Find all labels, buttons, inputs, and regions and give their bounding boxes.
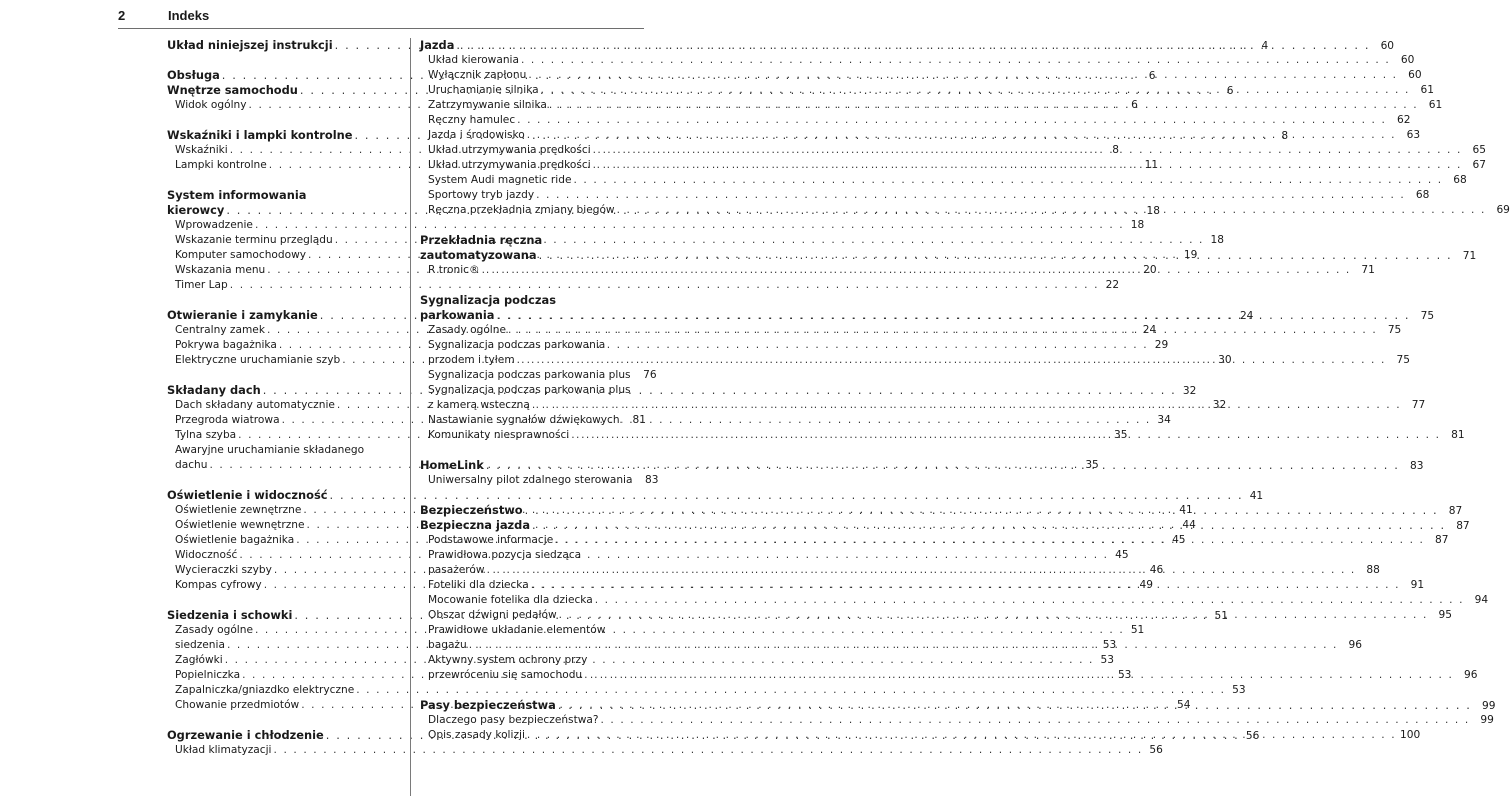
entry-page-number: 75 — [1387, 324, 1402, 336]
dot-leader — [482, 263, 1351, 278]
entry-page-number: 69 — [1496, 204, 1510, 216]
dot-leader — [531, 578, 1400, 593]
entry-page-number: 18 — [1146, 205, 1160, 217]
entry-title: Wskazania menu — [175, 264, 266, 276]
entry-title: Wskazanie terminu przeglądu — [175, 234, 333, 246]
entry-page-number: 87 — [1456, 520, 1470, 532]
dot-leader — [263, 383, 1177, 398]
entry-page-number: 71 — [1361, 264, 1375, 276]
entry-title: Dlaczego pasy bezpieczeństwa? — [428, 714, 599, 726]
entry-page-number: 81 — [632, 414, 646, 426]
page-number: 2 — [118, 8, 126, 23]
entry-title: Opis zasady kolizji — [428, 729, 525, 741]
entry-page-number: 35 — [1114, 429, 1128, 441]
index-entry[interactable] — [167, 218, 1145, 233]
index-entry[interactable] — [420, 413, 646, 428]
dot-leader — [255, 218, 1124, 233]
section-gap — [420, 278, 646, 293]
dot-leader — [536, 188, 1405, 203]
entry-title: Ręczna przekładnia zmiany biegów — [428, 204, 615, 216]
entry-title: R tronic® — [428, 264, 480, 276]
entry-page-number: 95 — [1438, 609, 1452, 621]
entry-page-number: 6 — [1148, 70, 1156, 82]
entry-title: Prawidłowe układanie elementów — [428, 624, 606, 636]
entry-page-number: 76 — [643, 369, 657, 381]
entry-title: Składany dach — [167, 383, 261, 397]
entry-page-number: 61 — [1428, 99, 1443, 111]
entry-title: Siedzenia i schowki — [167, 608, 293, 622]
dot-leader — [517, 113, 1386, 128]
entry-title: Układ klimatyzacji — [175, 744, 272, 756]
dot-leader — [274, 743, 1143, 758]
entry-title: przodem i tyłem — [428, 354, 515, 366]
entry-page-number: 88 — [1366, 564, 1380, 576]
dot-leader — [496, 308, 1410, 323]
entry-page-number: 75 — [1420, 310, 1435, 322]
entry-title: Oświetlenie wewnętrzne — [175, 519, 305, 531]
index-entry[interactable] — [420, 53, 1415, 68]
section-gap — [420, 488, 646, 503]
section-gap — [167, 113, 394, 128]
entry-title: HomeLink — [420, 458, 484, 472]
entry-title: Prawidłowa pozycja siedząca — [428, 549, 582, 561]
dot-leader — [525, 503, 1439, 518]
entry-title: Dach składany automatycznie — [175, 399, 335, 411]
entry-title: Pasy bezpieczeństwa — [420, 698, 556, 712]
entry-page-number: 99 — [1482, 700, 1496, 712]
entry-page-number: 24 — [1239, 310, 1254, 322]
index-entry[interactable] — [420, 383, 646, 398]
section-gap — [167, 173, 394, 188]
entry-title: Wyłącznik zapłonu — [428, 69, 527, 81]
entry-title: Zatrzymywanie silnika — [428, 99, 547, 111]
entry-title: Oświetlenie bagażnika — [175, 534, 295, 546]
entry-page-number: 61 — [1420, 84, 1434, 96]
dot-leader — [584, 668, 1453, 683]
entry-page-number: 60 — [1400, 54, 1415, 66]
dot-leader — [558, 698, 1472, 713]
entry-title: Oświetlenie zewnętrzne — [175, 504, 302, 516]
dot-leader — [595, 593, 1464, 608]
entry-title: Sygnalizacja podczas parkowania plus — [428, 384, 631, 396]
dot-leader — [532, 398, 1401, 413]
page-header — [118, 6, 644, 29]
index-entry[interactable] — [167, 278, 1120, 293]
entry-title: Jazda i środowisko — [428, 129, 525, 141]
index-entry[interactable] — [420, 473, 659, 488]
entry-title: Wskaźniki — [175, 144, 228, 156]
dot-leader — [225, 653, 1094, 668]
entry-page-number: 54 — [1177, 699, 1191, 711]
entry-page-number: 75 — [1396, 354, 1410, 366]
entry-title: Wprowadzenie — [175, 219, 253, 231]
dot-leader — [469, 638, 1338, 653]
index-entry[interactable] — [167, 743, 1163, 758]
entry-page-number: 35 — [1085, 459, 1099, 471]
section-gap — [420, 443, 646, 458]
entry-title: dachu — [175, 459, 208, 471]
index-section-heading[interactable] — [167, 188, 394, 203]
index-entry[interactable] — [420, 68, 1422, 83]
entry-title: Lampki kontrolne — [175, 159, 267, 171]
entry-page-number: 34 — [1157, 414, 1171, 426]
entry-page-number: 30 — [1218, 354, 1232, 366]
dot-leader — [559, 608, 1428, 623]
entry-title: Wnętrze samochodu — [167, 83, 298, 97]
entry-page-number: 53 — [1100, 654, 1115, 666]
entry-page-number: 96 — [1348, 639, 1363, 651]
entry-title: parkowania — [420, 308, 495, 322]
entry-page-number: 67 — [1472, 159, 1486, 171]
dot-leader — [541, 83, 1410, 98]
index-section-heading[interactable] — [167, 488, 1264, 503]
entry-page-number: 8 — [1281, 130, 1289, 142]
entry-title: Wskaźniki i lampki kontrolne — [167, 128, 353, 142]
index-entry[interactable] — [167, 443, 394, 458]
entry-page-number: 19 — [1183, 249, 1198, 261]
entry-page-number: 94 — [1474, 594, 1489, 606]
entry-page-number: 49 — [1139, 579, 1153, 591]
dot-leader — [239, 548, 1108, 563]
entry-title: Widok ogólny — [175, 99, 247, 111]
dot-leader — [230, 278, 1099, 293]
entry-title: z kamerą wsteczną — [428, 399, 530, 411]
entry-title: Uniwersalny pilot zdalnego sterowania — [428, 474, 633, 486]
entry-title: Zagłówki — [175, 654, 223, 666]
entry-page-number: 62 — [1396, 114, 1411, 126]
entry-title: Układ niniejszej instrukcji — [167, 38, 333, 52]
entry-page-number: 77 — [1411, 399, 1426, 411]
dot-leader — [617, 203, 1486, 218]
entry-page-number: 81 — [1451, 429, 1465, 441]
entry-page-number: 53 — [1232, 684, 1246, 696]
entry-title: Wycieraczki szyby — [175, 564, 272, 576]
entry-page-number: 63 — [1406, 129, 1421, 141]
entry-page-number: 29 — [1154, 339, 1169, 351]
entry-title: Chowanie przedmiotów — [175, 699, 300, 711]
entry-title: siedzenia — [175, 639, 225, 651]
index-entry[interactable] — [420, 173, 1467, 188]
index-section-heading[interactable] — [420, 233, 646, 248]
entry-title: Pokrywa bagażnika — [175, 339, 277, 351]
entry-page-number: 11 — [1144, 159, 1159, 171]
entry-title: Sygnalizacja podczas — [420, 293, 556, 307]
section-gap — [167, 473, 394, 488]
entry-title: Oświetlenie i widoczność — [167, 488, 328, 502]
entry-title: Otwieranie i zamykanie — [167, 308, 318, 322]
entry-page-number: 44 — [1182, 519, 1196, 531]
column-divider — [410, 38, 411, 796]
dot-leader — [528, 68, 1397, 83]
entry-title: Przekładnia ręczna — [420, 233, 543, 247]
entry-page-number: 53 — [1117, 669, 1132, 681]
entry-page-number: 51 — [1214, 610, 1228, 622]
entry-title: Układ kierowania — [428, 54, 519, 66]
entry-page-number: 53 — [1102, 639, 1117, 651]
entry-page-number: 8 — [1112, 144, 1120, 156]
entry-title: Przegroda wiatrowa — [175, 414, 280, 426]
entry-title: Centralny zamek — [175, 324, 265, 336]
dot-leader — [532, 518, 1446, 533]
entry-page-number: 99 — [1480, 714, 1494, 726]
dot-leader — [487, 563, 1356, 578]
dot-leader — [593, 143, 1462, 158]
entry-title: Widoczność — [175, 549, 238, 561]
entry-title: Aktywny system ochrony przy — [428, 654, 588, 666]
section-gap — [167, 293, 394, 308]
entry-title: Zapalniczka/gniazdko elektryczne — [175, 684, 355, 696]
entry-title: Foteliki dla dziecka — [428, 579, 529, 591]
entry-title: Timer Lap — [175, 279, 228, 291]
entry-page-number: 18 — [1210, 234, 1224, 246]
entry-page-number: 100 — [1399, 729, 1421, 741]
entry-title: zautomatyzowana — [420, 248, 537, 262]
entry-title: bagażu — [428, 639, 467, 651]
dot-leader — [571, 428, 1440, 443]
entry-title: Kompas cyfrowy — [175, 579, 262, 591]
entry-title: Uruchamianie silnika — [428, 84, 539, 96]
entry-page-number: 96 — [1463, 669, 1478, 681]
section-gap — [420, 683, 646, 698]
index-entry[interactable] — [420, 593, 1489, 608]
entry-title: Nastawianie sygnałów dźwiękowych — [428, 414, 620, 426]
section-gap — [420, 218, 646, 233]
dot-leader — [601, 713, 1470, 728]
entry-page-number: 91 — [1410, 579, 1425, 591]
dot-leader — [508, 323, 1377, 338]
entry-title: Mocowanie fotelika dla dziecka — [428, 594, 593, 606]
entry-page-number: 71 — [1462, 250, 1477, 262]
entry-title: kierowcy — [167, 203, 225, 217]
entry-page-number: 18 — [1130, 219, 1145, 231]
entry-title: Awaryjne uruchamianie składanego — [175, 444, 365, 456]
entry-title: Sygnalizacja podczas parkowania plus — [428, 369, 631, 381]
dot-leader — [456, 38, 1370, 53]
entry-page-number: 83 — [645, 474, 659, 486]
entry-page-number: 60 — [1408, 69, 1422, 81]
index-entry[interactable] — [420, 548, 646, 563]
entry-page-number: 24 — [1142, 324, 1157, 336]
dot-leader — [282, 413, 1151, 428]
index-section-heading[interactable] — [420, 38, 1395, 53]
entry-title: pasażerów — [428, 564, 485, 576]
entry-page-number: 60 — [1380, 40, 1395, 52]
dot-leader — [555, 533, 1424, 548]
dot-leader — [527, 728, 1396, 743]
index-entry[interactable] — [420, 188, 1430, 203]
dot-leader — [573, 173, 1442, 188]
entry-title: Układ utrzymywania prędkości — [428, 144, 591, 156]
header-title: Indeks — [168, 8, 210, 23]
index-section-heading[interactable] — [420, 293, 646, 308]
entry-page-number: 56 — [1149, 744, 1163, 756]
entry-page-number: 22 — [1105, 279, 1120, 291]
entry-title: Podstawowe informacje — [428, 534, 554, 546]
entry-title: Komunikaty niesprawności — [428, 429, 570, 441]
entry-title: Jazda — [420, 38, 455, 52]
entry-title: Zasady ogólne — [428, 324, 506, 336]
entry-page-number: 20 — [1143, 264, 1157, 276]
index-entry[interactable] — [420, 98, 1443, 113]
entry-title: Obsługa — [167, 68, 220, 82]
entry-title: Ręczny hamulec — [428, 114, 516, 126]
index-entry[interactable] — [420, 623, 646, 638]
entry-title: Elektryczne uruchamianie szyb — [175, 354, 341, 366]
dot-leader — [521, 53, 1390, 68]
entry-title: Popielniczka — [175, 669, 241, 681]
dot-leader — [539, 248, 1453, 263]
entry-title: Zasady ogólne — [175, 624, 253, 636]
entry-title: System Audi magnetic ride — [428, 174, 572, 186]
index-entry[interactable] — [420, 713, 1494, 728]
entry-page-number: 6 — [1131, 99, 1138, 111]
dot-leader — [517, 353, 1386, 368]
dot-leader — [549, 98, 1418, 113]
entry-page-number: 6 — [1226, 85, 1234, 97]
index-entry[interactable] — [167, 683, 1246, 698]
dot-leader — [527, 128, 1396, 143]
index-entry[interactable] — [420, 338, 646, 353]
section-gap — [167, 713, 394, 728]
entry-page-number: 32 — [1182, 385, 1197, 397]
entry-title: Bezpieczeństwo — [420, 503, 523, 517]
index-entry[interactable] — [420, 653, 646, 668]
entry-title: Tylna szyba — [175, 429, 237, 441]
entry-title: Komputer samochodowy — [175, 249, 307, 261]
entry-page-number: 45 — [1172, 534, 1186, 546]
entry-title: Ogrzewanie i chłodzenie — [167, 728, 324, 742]
entry-title: Sygnalizacja podczas parkowania — [428, 339, 606, 351]
section-gap — [167, 53, 394, 68]
index-entry[interactable] — [420, 143, 1486, 158]
section-gap — [167, 593, 394, 608]
entry-page-number: 87 — [1435, 534, 1449, 546]
entry-page-number: 56 — [1245, 730, 1260, 742]
entry-page-number: 46 — [1149, 564, 1164, 576]
dot-leader — [593, 158, 1462, 173]
entry-title: Bezpieczna jazda — [420, 518, 531, 532]
entry-page-number: 65 — [1472, 144, 1486, 156]
entry-page-number: 83 — [1409, 460, 1424, 472]
dot-leader — [255, 623, 1124, 638]
entry-page-number: 68 — [1453, 174, 1467, 186]
entry-page-number: 45 — [1115, 549, 1129, 561]
index-entry[interactable] — [420, 368, 657, 383]
entry-page-number: 51 — [1130, 624, 1145, 636]
entry-title: Sportowy tryb jazdy — [428, 189, 535, 201]
entry-page-number: 87 — [1448, 505, 1463, 517]
dot-leader — [486, 458, 1400, 473]
entry-page-number: 41 — [1249, 490, 1264, 502]
entry-title: System informowania — [167, 188, 307, 202]
entry-page-number: 68 — [1415, 189, 1430, 201]
index-entry[interactable] — [420, 83, 1434, 98]
index-entry[interactable] — [420, 113, 1411, 128]
entry-page-number: 41 — [1179, 504, 1193, 516]
entry-title: Układ utrzymywania prędkości — [428, 159, 591, 171]
entry-page-number: 32 — [1212, 399, 1227, 411]
index-entry[interactable] — [420, 128, 1421, 143]
entry-title: przewróceniu się samochodu — [428, 669, 583, 681]
entry-page-number: 4 — [1261, 40, 1269, 52]
entry-title: Obszar dźwigni pedałów — [428, 609, 557, 621]
section-gap — [167, 368, 394, 383]
